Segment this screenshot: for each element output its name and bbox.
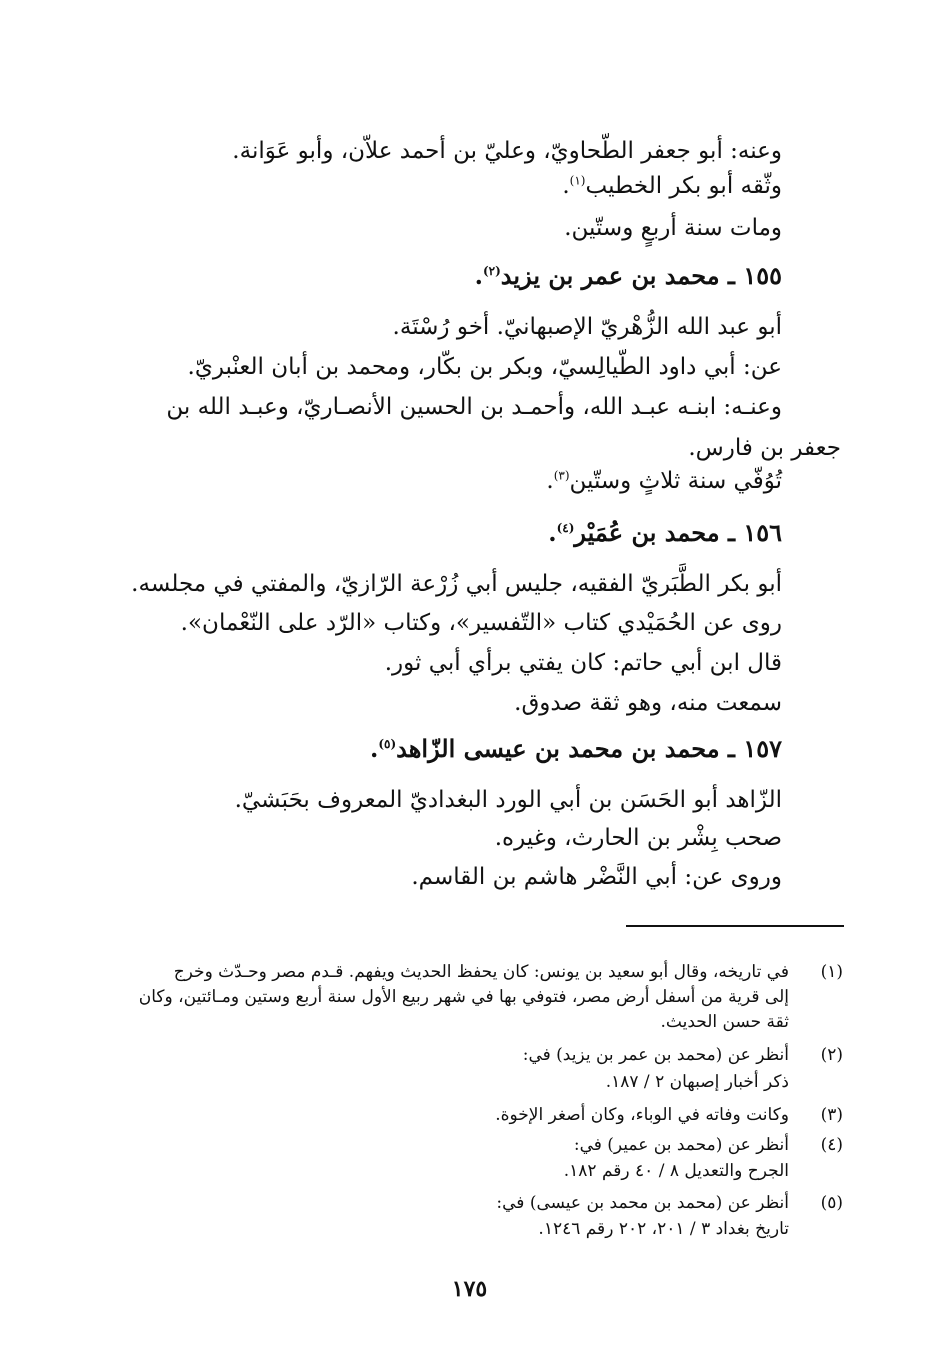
page-number: ١٧٥ bbox=[451, 1276, 488, 1302]
footnote-line: أنظر عن (محمد بن محمد بن عيسى) في: bbox=[496, 1193, 789, 1213]
footnote-number: (١) bbox=[820, 962, 843, 982]
entry-heading: ١٥٦ ـ محمد بن عُمَيْر$^{(٤)}$. bbox=[548, 518, 782, 547]
entry-line: أبو عبد الله الزُّهْريّ الإصبهانيّ. أخو رُسْتَة. bbox=[392, 314, 782, 340]
footnote-line: تاريخ بغداد ٣ / ٢٠١، ٢٠٢ رقم ١٢٤٦. bbox=[538, 1219, 789, 1239]
footnote-line: وكانت وفاته في الوباء، وكان أصغر الإخوة. bbox=[495, 1105, 789, 1125]
footnote-line: أنظر عن (محمد بن عمر بن يزيد) في: bbox=[522, 1045, 789, 1065]
body-line: ومات سنة أربعٍ وستّين. bbox=[564, 215, 782, 241]
entry-line: وعنـه: ابنـه عبـد الله، وأحمـد بن الحسين الأنصـاريّ، وعبـد الله بن bbox=[166, 394, 782, 420]
footnote-line: إلى قرية من أسفل أرض مصر، فتوفي بها في شهر ربيع الأول سنة أربع وستين ومـائتين، وكان bbox=[138, 987, 789, 1007]
entry-heading: ١٥٥ ـ محمد بن عمر بن يزيد$^{(٢)}$. bbox=[474, 261, 782, 290]
footnote-separator bbox=[626, 925, 844, 927]
footnote-number: (٥) bbox=[820, 1193, 843, 1213]
footnote-ref[interactable]: (٥) bbox=[378, 737, 397, 751]
footnote-line: في تاريخه، وقال أبو سعيد بن يونس: كان يحفظ الحديث ويفهم. قـدم مصر وحـدّث وخرج bbox=[173, 962, 789, 982]
body-line: وعنه: أبو جعفر الطّحاويّ، وعليّ بن أحمد علاّن، وأبو عَوَانة. bbox=[232, 138, 782, 164]
footnote-line: ثقة حسن الحديث. bbox=[660, 1012, 789, 1032]
footnote-number: (٣) bbox=[820, 1105, 843, 1125]
footnote-ref[interactable]: (١) bbox=[569, 173, 586, 188]
footnote-ref[interactable]: (٣) bbox=[553, 468, 570, 483]
footnote-line: الجرح والتعديل ٨ / ٤٠ رقم ١٨٢. bbox=[563, 1161, 789, 1181]
entry-heading: ١٥٧ ـ محمد بن محمد بن عيسى الزّاهد$^{(٥)}$. bbox=[369, 734, 782, 763]
entry-line: الزّاهد أبو الحَسَن بن أبي الورد البغداديّ المعروف بحَبَشيّ. bbox=[234, 787, 782, 813]
footnote-line: ذكر أخبار إصبهان ٢ / ١٨٧. bbox=[605, 1072, 789, 1092]
entry-line: تُوُفّي سنة ثلاثٍ وستّين$^{(٣)}$. bbox=[546, 468, 782, 494]
entry-line: صحب بِشْر بن الحارث، وغيره. bbox=[494, 825, 782, 851]
entry-line: سمعت منه، وهو ثقة صدوق. bbox=[514, 690, 782, 716]
entry-line: قال ابن أبي حاتم: كان يفتي برأي أبي ثور. bbox=[384, 650, 782, 676]
entry-line: أبو بكر الطَّبَريّ الفقيه، جليس أبي زُرْعة الرّازيّ، والمفتي في مجلسه. bbox=[131, 571, 782, 597]
entry-line: وروى عن: أبي النَّضْر هاشم بن القاسم. bbox=[411, 864, 782, 890]
footnote-ref[interactable]: (٤) bbox=[556, 521, 575, 535]
footnote-number: (٤) bbox=[820, 1135, 843, 1155]
footnote-number: (٢) bbox=[820, 1045, 843, 1065]
body-line: وثّقه أبو بكر الخطيب$^{(١)}$. bbox=[562, 173, 782, 199]
entry-line-continuation: جعفر بن فارس. bbox=[688, 435, 841, 461]
entry-line: روى عن الحُمَيْدي كتاب «التّفسير»، وكتاب «الرّد على النّعْمان». bbox=[180, 610, 782, 636]
footnote-line: أنظر عن (محمد بن عمير) في: bbox=[573, 1135, 789, 1155]
entry-line: عن: أبي داود الطّيالِسيّ، وبكر بن بكّار، ومحمد بن أبان العنْبريّ. bbox=[187, 354, 782, 380]
footnote-ref[interactable]: (٢) bbox=[482, 264, 501, 278]
